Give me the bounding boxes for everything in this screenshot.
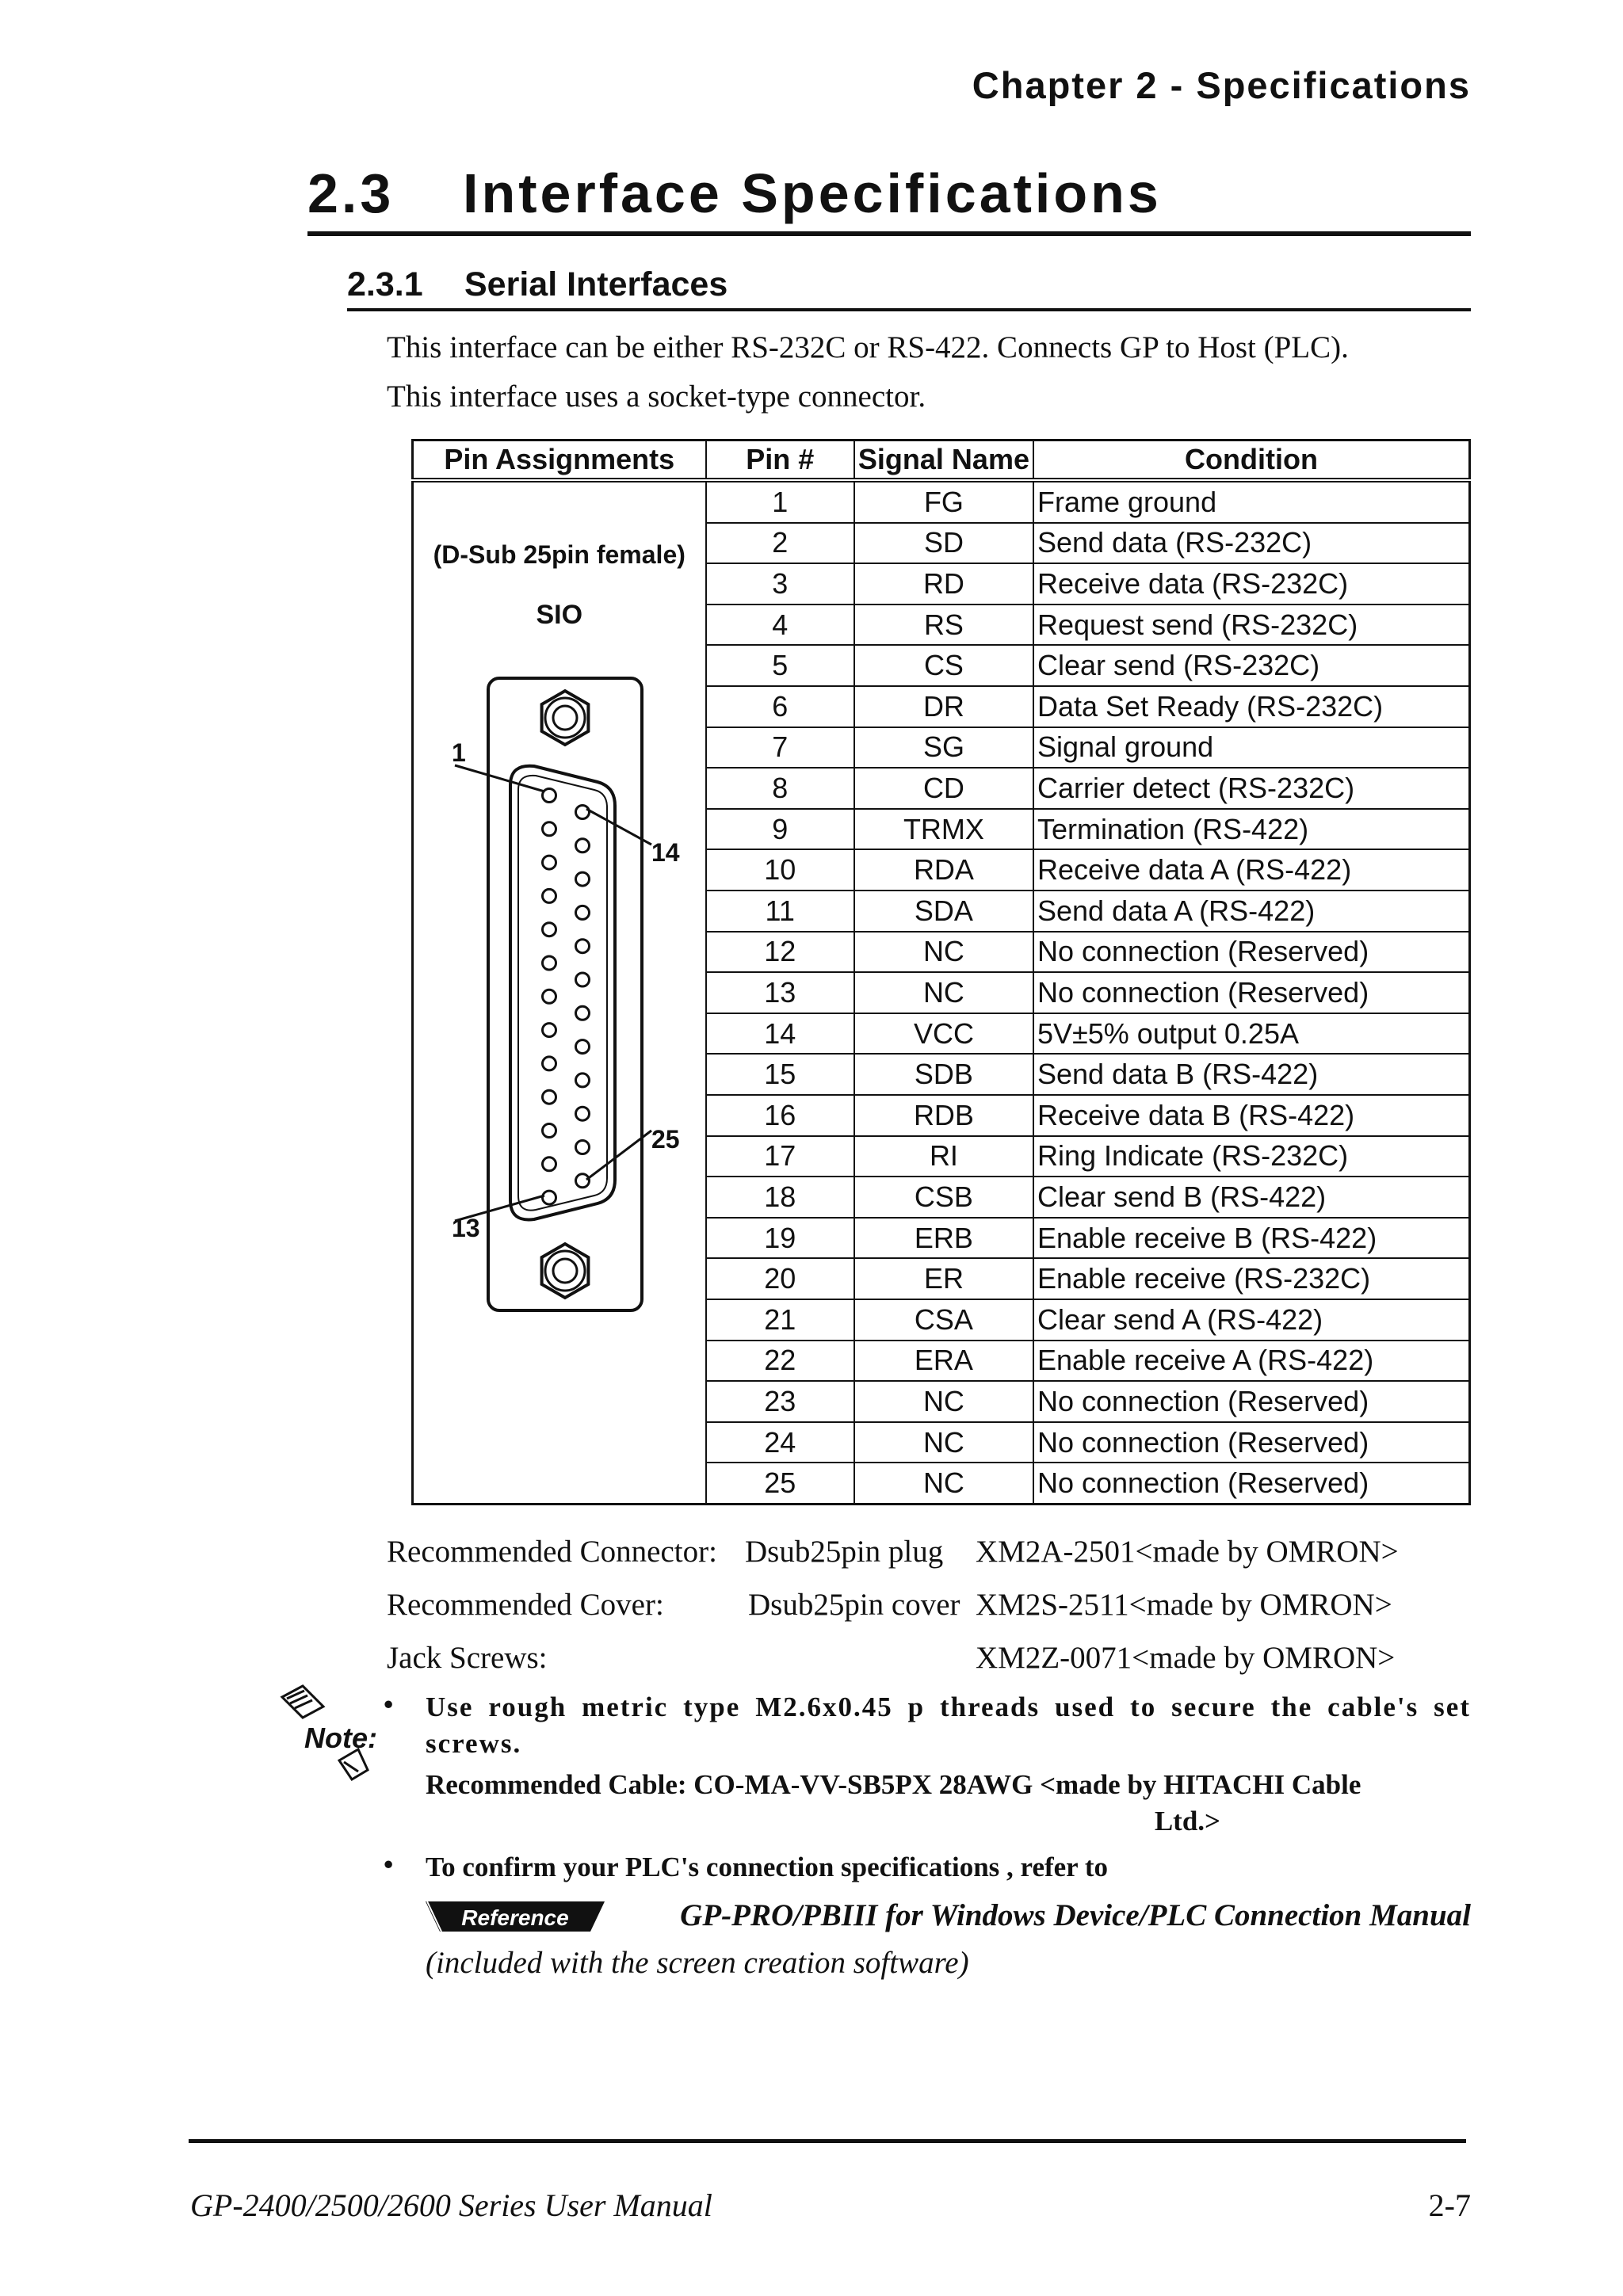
signal-name-cell: SDA — [854, 891, 1033, 932]
pin-number-cell: 15 — [706, 1054, 854, 1095]
footer-rule — [189, 2139, 1466, 2143]
pin-hole-19 — [576, 973, 590, 986]
condition-cell: Enable receive (RS-232C) — [1033, 1258, 1470, 1299]
condition-cell: Clear send B (RS-422) — [1033, 1177, 1470, 1218]
note-icon — [276, 1683, 387, 1786]
pin-hole-15 — [576, 839, 590, 852]
recommended-cable-line-2: Ltd.> — [1154, 1806, 1220, 1836]
signal-name-cell: SG — [854, 727, 1033, 769]
rec-cover-part: XM2S-2511<made by OMRON> — [976, 1588, 1392, 1622]
pin-number-cell: 18 — [706, 1177, 854, 1218]
recommended-cable-line-1: Recommended Cable: CO-MA-VV-SB5PX 28AWG <made by HITACHI Cable — [426, 1769, 1361, 1800]
pin-number-cell: 7 — [706, 727, 854, 769]
note-item-1-line-2: screws. — [426, 1728, 522, 1759]
pin-number-cell: 5 — [706, 645, 854, 686]
condition-cell: Request send (RS-232C) — [1033, 605, 1470, 646]
condition-cell: No connection (Reserved) — [1033, 1463, 1470, 1504]
condition-cell: Enable receive A (RS-422) — [1033, 1341, 1470, 1382]
signal-name-cell: RD — [854, 563, 1033, 605]
signal-name-cell: RDB — [854, 1095, 1033, 1136]
pin-number-cell: 3 — [706, 563, 854, 605]
pin-label-1: 1 — [452, 738, 466, 767]
signal-name-cell: NC — [854, 1463, 1033, 1504]
note-label: Note: — [304, 1722, 377, 1754]
pin-hole-14 — [576, 806, 590, 819]
section-title-text: Interface Specifications — [463, 162, 1162, 224]
condition-cell: Send data A (RS-422) — [1033, 891, 1470, 932]
condition-cell: Receive data (RS-232C) — [1033, 563, 1470, 605]
signal-name-cell: CSB — [854, 1177, 1033, 1218]
pin-hole-11 — [543, 1124, 556, 1138]
pin-number-cell: 20 — [706, 1258, 854, 1299]
dsub25-connector-drawing — [414, 482, 711, 1503]
pin-hole-17 — [576, 906, 590, 919]
signal-name-cell: NC — [854, 932, 1033, 973]
subsection-title — [347, 263, 1471, 306]
pin-hole-6 — [543, 956, 556, 970]
condition-cell: No connection (Reserved) — [1033, 1381, 1470, 1422]
pin-number-cell: 6 — [706, 686, 854, 727]
pin-number-cell: 25 — [706, 1463, 854, 1504]
pin-hole-10 — [543, 1090, 556, 1104]
signal-name-cell: NC — [854, 1422, 1033, 1463]
signal-name-cell: CSA — [854, 1299, 1033, 1341]
chapter-header: Chapter 2 - Specifications — [972, 64, 1471, 106]
pin-hole-18 — [576, 940, 590, 953]
footer-page-number: 2-7 — [1428, 2187, 1471, 2223]
note-bullet-1: • — [384, 1689, 394, 1720]
jack-screw-hole — [553, 1259, 577, 1283]
signal-name-cell: DR — [854, 686, 1033, 727]
subsection-title-text: Serial Interfaces — [464, 265, 728, 303]
pin-number-cell: 11 — [706, 891, 854, 932]
subsection-number: 2.3.1 — [347, 265, 423, 303]
signal-name-cell: SDB — [854, 1054, 1033, 1095]
intro-line-2: This interface uses a socket-type connector. — [387, 379, 926, 414]
signal-name-cell: RDA — [854, 849, 1033, 891]
pin-hole-21 — [576, 1040, 590, 1054]
signal-name-cell: TRMX — [854, 809, 1033, 850]
signal-name-cell: NC — [854, 972, 1033, 1013]
pin-label-25: 25 — [651, 1125, 680, 1154]
condition-cell: Signal ground — [1033, 727, 1470, 769]
pin-number-cell: 23 — [706, 1381, 854, 1422]
condition-cell: Frame ground — [1033, 480, 1470, 523]
pin-number-cell: 13 — [706, 972, 854, 1013]
pin-number-cell: 22 — [706, 1341, 854, 1382]
condition-cell: No connection (Reserved) — [1033, 932, 1470, 973]
subsection-rule — [347, 308, 1471, 311]
intro-line-1: This interface can be either RS-232C or RS-422. Connects GP to Host (PLC). — [387, 330, 1349, 364]
condition-cell: Send data (RS-232C) — [1033, 523, 1470, 564]
section-number: 2.3 — [307, 162, 395, 224]
pin-number-cell: 1 — [706, 480, 854, 523]
condition-cell: Termination (RS-422) — [1033, 809, 1470, 850]
pin-hole-8 — [543, 1024, 556, 1037]
condition-cell: Clear send A (RS-422) — [1033, 1299, 1470, 1341]
signal-name-cell: CD — [854, 768, 1033, 809]
rec-screws-part: XM2Z-0071<made by OMRON> — [976, 1641, 1396, 1675]
signal-name-cell: VCC — [854, 1013, 1033, 1055]
condition-cell: Receive data B (RS-422) — [1033, 1095, 1470, 1136]
signal-name-cell: ERB — [854, 1218, 1033, 1259]
pin-hole-20 — [576, 1006, 590, 1020]
jack-screw-ring — [545, 698, 585, 738]
condition-cell: Send data B (RS-422) — [1033, 1054, 1470, 1095]
pin-hole-5 — [543, 923, 556, 936]
condition-cell: Enable receive B (RS-422) — [1033, 1218, 1470, 1259]
pin-hole-24 — [576, 1141, 590, 1154]
connector-shell-inner — [518, 776, 607, 1211]
signal-name-cell: FG — [854, 480, 1033, 523]
note-item-1-line-1: Use rough metric type M2.6x0.45 p threads used to secure the cable's set — [426, 1691, 1471, 1722]
condition-cell: No connection (Reserved) — [1033, 972, 1470, 1013]
rec-cover-desc: Dsub25pin cover — [748, 1588, 960, 1622]
pin-hole-7 — [543, 990, 556, 1003]
pin-number-cell: 10 — [706, 849, 854, 891]
condition-cell: No connection (Reserved) — [1033, 1422, 1470, 1463]
pin-hole-4 — [543, 889, 556, 902]
reference-badge[interactable] — [426, 1898, 605, 1935]
signal-name-cell: CS — [854, 645, 1033, 686]
signal-name-cell: ER — [854, 1258, 1033, 1299]
header-pin-number: Pin # — [706, 441, 854, 481]
reference-badge-label: Reference — [461, 1905, 569, 1930]
pin-hole-16 — [576, 872, 590, 886]
condition-cell: Carrier detect (RS-232C) — [1033, 768, 1470, 809]
pin-number-cell: 19 — [706, 1218, 854, 1259]
rec-connector-part: XM2A-2501<made by OMRON> — [976, 1535, 1399, 1569]
pin-number-cell: 16 — [706, 1095, 854, 1136]
leader-pin-1 — [455, 765, 544, 791]
signal-name-cell: NC — [854, 1381, 1033, 1422]
jack-screw-hole — [553, 706, 577, 730]
note-bullet-2: • — [384, 1849, 394, 1880]
pin-label-13: 13 — [452, 1214, 480, 1242]
pin-number-cell: 12 — [706, 932, 854, 973]
connector-type: (D-Sub 25pin female) — [433, 540, 685, 569]
condition-cell: Data Set Ready (RS-232C) — [1033, 686, 1470, 727]
pin-assignment-table — [411, 439, 1471, 1505]
pin-number-cell: 14 — [706, 1013, 854, 1055]
rec-connector-label: Recommended Connector: — [387, 1535, 717, 1569]
rec-connector-desc: Dsub25pin plug — [745, 1535, 944, 1569]
table-header-row — [413, 441, 1470, 481]
pin-assignment-diagram-cell — [413, 480, 706, 1505]
pin-hole-22 — [576, 1074, 590, 1087]
pin-number-cell: 4 — [706, 605, 854, 646]
condition-cell: Clear send (RS-232C) — [1033, 645, 1470, 686]
pin-hole-12 — [543, 1158, 556, 1171]
table-row — [413, 480, 1470, 523]
section-title — [307, 162, 1471, 225]
header-condition: Condition — [1033, 441, 1470, 481]
condition-cell: Ring Indicate (RS-232C) — [1033, 1136, 1470, 1177]
condition-cell: Receive data A (RS-422) — [1033, 849, 1470, 891]
pin-number-cell: 21 — [706, 1299, 854, 1341]
reference-manual-note: (included with the screen creation software) — [426, 1946, 969, 1980]
signal-name-cell: RS — [854, 605, 1033, 646]
pin-label-14: 14 — [651, 838, 680, 867]
pin-hole-13 — [543, 1191, 556, 1204]
pin-hole-25 — [576, 1174, 590, 1188]
connector-name: SIO — [536, 600, 583, 630]
pin-number-cell: 8 — [706, 768, 854, 809]
pin-number-cell: 2 — [706, 523, 854, 564]
condition-cell: 5V±5% output 0.25A — [1033, 1013, 1470, 1055]
note-item-2: To confirm your PLC's connection specifications , refer to — [426, 1852, 1108, 1882]
pin-number-cell: 17 — [706, 1136, 854, 1177]
pin-hole-3 — [543, 856, 556, 869]
rec-screws-label: Jack Screws: — [387, 1641, 548, 1675]
rec-cover-label: Recommended Cover: — [387, 1588, 664, 1622]
header-pin-assignments: Pin Assignments — [413, 441, 706, 481]
reference-manual-title: GP-PRO/PBIII for Windows Device/PLC Connection Manual — [680, 1898, 1471, 1932]
pin-hole-23 — [576, 1107, 590, 1120]
pin-hole-2 — [543, 822, 556, 836]
jack-screw-ring — [545, 1251, 585, 1291]
signal-name-cell: RI — [854, 1136, 1033, 1177]
section-rule — [307, 231, 1471, 236]
signal-name-cell: ERA — [854, 1341, 1033, 1382]
connector-shell — [510, 766, 615, 1220]
signal-name-cell: SD — [854, 523, 1033, 564]
footer-manual-title: GP-2400/2500/2600 Series User Manual — [190, 2187, 712, 2223]
pin-number-cell: 9 — [706, 809, 854, 850]
pin-hole-9 — [543, 1057, 556, 1070]
header-signal-name: Signal Name — [854, 441, 1033, 481]
pin-number-cell: 24 — [706, 1422, 854, 1463]
